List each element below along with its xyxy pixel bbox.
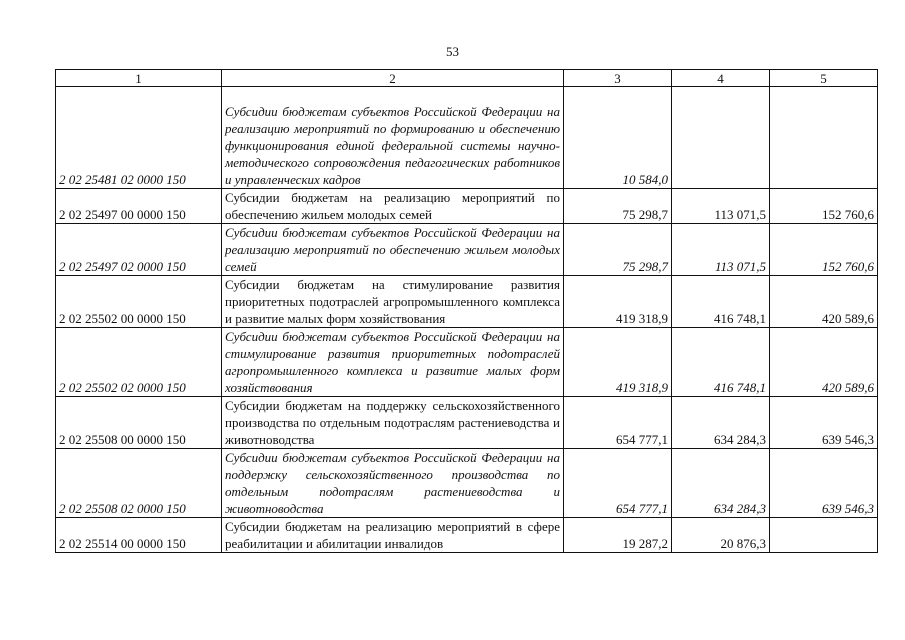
value-col4: 416 748,1 [672, 276, 770, 328]
value-col3: 419 318,9 [564, 328, 672, 397]
value-col5: 152 760,6 [770, 189, 878, 224]
budget-code: 2 02 25481 02 0000 150 [56, 87, 222, 189]
row-description: Субсидии бюджетам на реализацию мероприятий в сфере реабилитации и абилитации инвалидов [222, 518, 564, 553]
value-col3: 75 298,7 [564, 224, 672, 276]
budget-code: 2 02 25508 02 0000 150 [56, 449, 222, 518]
value-col5 [770, 87, 878, 189]
budget-code: 2 02 25497 02 0000 150 [56, 224, 222, 276]
row-description: Субсидии бюджетам на реализацию мероприятий по обеспечению жильем молодых семей [222, 189, 564, 224]
value-col5: 420 589,6 [770, 276, 878, 328]
value-col5: 639 546,3 [770, 449, 878, 518]
table-row [56, 276, 878, 328]
column-header: 3 [564, 70, 672, 87]
value-col5: 152 760,6 [770, 224, 878, 276]
column-header: 5 [770, 70, 878, 87]
row-description: Субсидии бюджетам субъектов Российской Федерации на поддержку сельскохозяйственного производства по отдельным подотраслям растениеводства и животноводства [222, 449, 564, 518]
budget-code: 2 02 25502 02 0000 150 [56, 328, 222, 397]
table-row [56, 224, 878, 276]
value-col4: 20 876,3 [672, 518, 770, 553]
table-row [56, 518, 878, 553]
value-col4: 416 748,1 [672, 328, 770, 397]
table-row [56, 87, 878, 189]
column-header: 1 [56, 70, 222, 87]
value-col3: 419 318,9 [564, 276, 672, 328]
table-body [56, 87, 878, 553]
row-description: Субсидии бюджетам на поддержку сельскохозяйственного производства по отдельным подотраслям растениеводства и животноводства [222, 397, 564, 449]
value-col3: 654 777,1 [564, 449, 672, 518]
value-col5: 639 546,3 [770, 397, 878, 449]
budget-code: 2 02 25497 00 0000 150 [56, 189, 222, 224]
row-description: Субсидии бюджетам субъектов Российской Федерации на реализацию мероприятий по обеспечению жильем молодых семей [222, 224, 564, 276]
row-description: Субсидии бюджетам на стимулирование развития приоритетных подотраслей агропромышленного комплекса и развитие малых форм хозяйствования [222, 276, 564, 328]
value-col4: 113 071,5 [672, 224, 770, 276]
row-description: Субсидии бюджетам субъектов Российской Федерации на реализацию мероприятий по формированию и обеспечению функционирования единой федеральной системы научно-методического сопровождения педагогических работников и управленческих кадров [222, 87, 564, 189]
value-col3: 19 287,2 [564, 518, 672, 553]
value-col5: 420 589,6 [770, 328, 878, 397]
budget-code: 2 02 25508 00 0000 150 [56, 397, 222, 449]
column-header: 4 [672, 70, 770, 87]
value-col3: 10 584,0 [564, 87, 672, 189]
header-row [56, 70, 878, 87]
value-col3: 654 777,1 [564, 397, 672, 449]
value-col3: 75 298,7 [564, 189, 672, 224]
value-col4: 634 284,3 [672, 397, 770, 449]
budget-table [55, 69, 878, 553]
budget-code: 2 02 25514 00 0000 150 [56, 518, 222, 553]
page-number: 53 [446, 44, 459, 59]
row-description: Субсидии бюджетам субъектов Российской Федерации на стимулирование развития приоритетных подотраслей агропромышленного комплекса и развитие малых форм хозяйствования [222, 328, 564, 397]
value-col5 [770, 518, 878, 553]
table-row [56, 189, 878, 224]
value-col4 [672, 87, 770, 189]
value-col4: 113 071,5 [672, 189, 770, 224]
table-row [56, 397, 878, 449]
table-row [56, 449, 878, 518]
budget-code: 2 02 25502 00 0000 150 [56, 276, 222, 328]
table-row [56, 328, 878, 397]
value-col4: 634 284,3 [672, 449, 770, 518]
column-header: 2 [222, 70, 564, 87]
